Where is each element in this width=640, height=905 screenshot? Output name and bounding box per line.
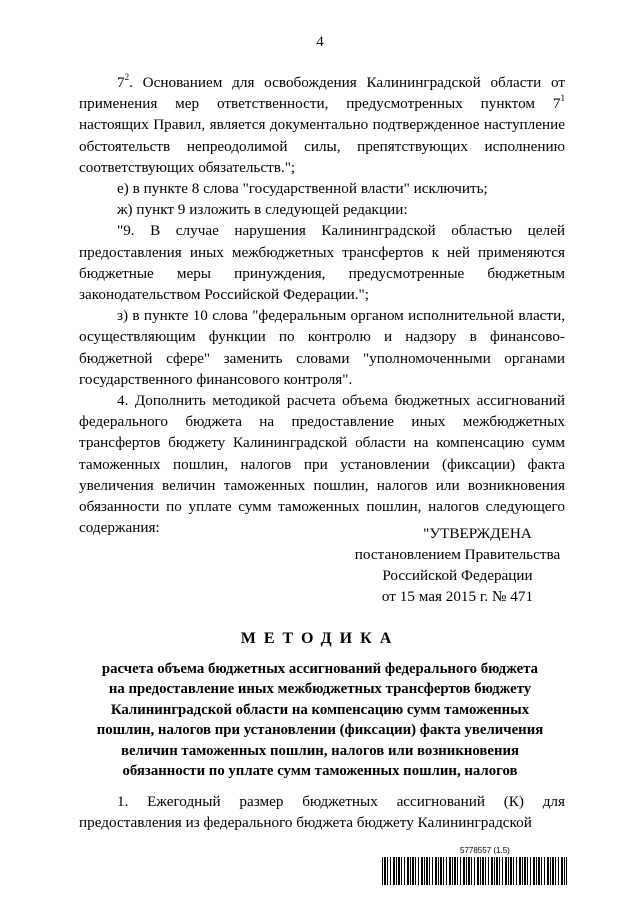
approval-line-1: "УТВЕРЖДЕНА [423, 525, 532, 542]
methodology-body [79, 791, 565, 833]
document-body [79, 72, 565, 538]
paragraph-z: з) в пункте 10 слова "федеральным органом исполнительной власти, осуществляющим функции по контролю и надзору в финансово-бюджетной сфере" заменить словами "уполномоченными органами государственного финансового контроля". [79, 307, 565, 388]
approval-line-2: постановлением Правительства [354, 546, 561, 563]
approval-line-4: от 15 мая 2015 г. № 471 [381, 588, 534, 605]
paragraph-7-2: $7^2$. Основанием для освобождения Калининградской области от применения мер ответственности, предусмотренных пунктом $7^1$ настоящих Правил, является документально подтвержденное наступление обстоятельств непреодолимой силы, препятствующих исполнению соответствующих обязательств."; [79, 71, 565, 176]
barcode-icon [382, 857, 567, 885]
barcode-id: 5778557 (1.5) [460, 846, 510, 855]
paragraph-9: "9. В случае нарушения Калининградской областью целей предоставления иных межбюджетных трансфертов к ней применяются бюджетные меры принуждения, предусмотренные бюджетным законодательством Российской Федерации."; [79, 222, 565, 304]
paragraph-4: 4. Дополнить методикой расчета объема бюджетных ассигнований федерального бюджета на предоставление иных межбюджетных трансфертов бюджету Калининградской области на компенсацию сумм таможенных пошлин, налогов при установлении (фиксации) факта увеличения величин таможенных пошлин, налогов или возникновения обязанности по уплате сумм таможенных пошлин, налогов следующего содержания: [79, 392, 565, 537]
methodology-paragraph-1: 1. Ежегодный размер бюджетных ассигнований (К) для предоставления из федерального бюджета бюджету Калининградской [79, 793, 565, 831]
document-title: МЕТОДИКА [240, 630, 400, 647]
approval-line-3: Российской Федерации [382, 567, 533, 584]
paragraph-zh: ж) пункт 9 изложить в следующей редакции: [117, 201, 408, 219]
barcode-block [382, 846, 567, 886]
paragraph-e: е) в пункте 8 слова "государственной власти" исключить; [117, 180, 488, 198]
document-subtitle: расчета объема бюджетных ассигнований федерального бюджета на предоставление иных межбюджетных трансфертов бюджету Калининградской области на компенсацию сумм таможенных пошлин, налогов при установлении (фиксации) факта увеличения величин таможенных пошлин, налогов или возникновения обязанности по уплате сумм таможенных пошлин, налогов [96, 661, 544, 780]
approval-stamp [340, 523, 575, 607]
page-number: 4 [316, 34, 324, 50]
